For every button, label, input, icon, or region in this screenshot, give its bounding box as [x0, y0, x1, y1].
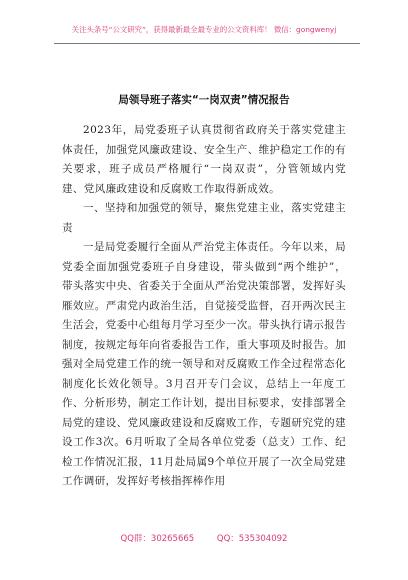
- footer-qq-group: QQ群：30265665: [120, 534, 195, 544]
- document-title: 局领导班子落实“一岗双责”情况报告: [118, 94, 290, 106]
- body-paragraph: 一是局党委履行全面从严治党主体责任。今年以来，局党委全面加强党委班子自身建设，带头做到“两个维护”，带头落实中央、省委关于全面从严治党决策部署，发挥好头雁效应。严肃党内政治生活，自觉接受监督，召开两次民主生活会，党委中心组每月学习至少一次。带头执行请示报告制度，按规定每年向省委报告工作，重大事项及时报告。加强对全局党建工作的统一领导和对反腐败工作全过程常态化制度化长效化领导。3月召开专门会议，总结上一年度工作、分析形势，制定工作计划，提出目标要求，安排部署全局党的建设、党风廉政建设和反腐败工作，专题研究党的建设工作3次。6月听取了全局各单位党委（总支）工作、纪检工作情况汇报，11月赴局属9个单位开展了一次全局党建工作调研，发挥好考核指挥棒作用: [62, 241, 346, 487]
- header-divider: [54, 43, 360, 44]
- header-banner: 关注头条号“公文研究”，获得最新最全最专业的公文资料库！ 微信：gongwenyj: [71, 25, 337, 34]
- body-paragraph: 2023年，局党委班子认真贯彻省政府关于落实党建主体责任，加强党风廉政建设、安全生产、维护稳定工作的有关要求，班子成员严格履行“一岗双责”，分管领域内党建、党风廉政建设和反腐败工作取得新成效。: [62, 124, 346, 195]
- section-heading: 一、坚持和加强党的领导，聚焦党建主业，落实党建主责: [62, 202, 346, 234]
- document-body: [62, 121, 346, 492]
- footer-contact: [0, 532, 408, 544]
- footer-qq-number: QQ：535304092: [216, 534, 288, 544]
